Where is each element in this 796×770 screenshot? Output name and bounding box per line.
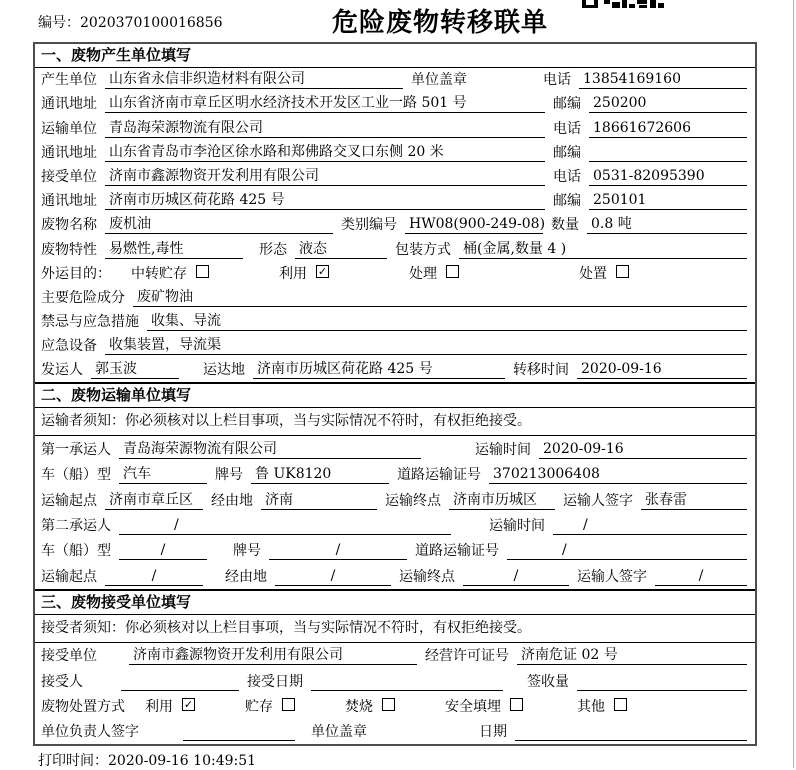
form-row: [35, 719, 755, 744]
field-label: 第一承运人: [41, 441, 111, 458]
checkbox-item: [409, 263, 459, 283]
checkbox-label: 中转贮存: [131, 265, 187, 282]
field-label: 发运人: [41, 362, 83, 379]
section-note: 运输者须知：你必须核对以上栏目事项，当与实际情况不符时，有权拒绝接受。: [35, 408, 755, 436]
field-label: 通讯地址: [41, 193, 97, 210]
field-value: [515, 740, 747, 741]
field-label: 车（船）型: [41, 543, 111, 560]
field-value: 废矿物油: [133, 288, 747, 307]
field-label: 道路运输证号: [415, 543, 499, 560]
checkbox-item: [279, 263, 329, 283]
field-label: 运达地: [203, 362, 245, 379]
field-label: 经由地: [225, 568, 267, 585]
field-label: 数量: [551, 217, 579, 234]
form-row: [35, 487, 755, 512]
field-label: 运输单位: [41, 120, 97, 137]
field-value: /: [655, 567, 747, 586]
section-generator-unit: [35, 44, 755, 382]
field-value: 废机油: [105, 215, 333, 234]
field-value: 桶(金属,数量 4 ): [459, 240, 747, 259]
section-title: 二、废物运输单位填写: [35, 384, 755, 408]
field-label: 接受单位: [41, 648, 97, 665]
form-table: [33, 42, 757, 746]
field-value: /: [553, 516, 747, 535]
checkbox-label: 安全填埋: [445, 698, 501, 715]
field-value: 郭玉波: [91, 360, 179, 379]
form-row: [35, 213, 755, 237]
field-label: 形态: [259, 241, 287, 258]
checkbox-label: 处理: [409, 265, 437, 282]
field-value: [121, 690, 239, 691]
field-label: 运输起点: [41, 492, 97, 509]
checkbox-label: 利用: [145, 698, 173, 715]
field-label: 电话: [543, 72, 571, 89]
checkbox-label: 处置: [579, 265, 607, 282]
form-row: [35, 563, 755, 588]
field-label: 产生单位: [41, 72, 97, 89]
field-label: 经营许可证号: [425, 648, 509, 665]
form-row: [35, 165, 755, 189]
form-row: [35, 262, 755, 286]
checkbox-unchecked-icon: [382, 698, 395, 711]
field-label: 经由地: [211, 492, 253, 509]
checkbox-unchecked-icon: [446, 265, 459, 278]
checkbox-label: 焚烧: [345, 698, 373, 715]
form-row: [35, 334, 755, 358]
field-value: 张春雷: [641, 491, 747, 510]
field-label: 类别编号: [341, 217, 397, 234]
field-label: 主要危险成分: [41, 289, 125, 306]
field-value: 13854169160: [579, 70, 747, 89]
field-value: 250101: [589, 191, 747, 210]
field-label: 牌号: [215, 467, 243, 484]
field-label: 通讯地址: [41, 96, 97, 113]
field-label: 车（船）型: [41, 467, 111, 484]
form-row: [35, 668, 755, 693]
form-row: [35, 513, 755, 538]
field-value: /: [119, 516, 451, 535]
field-label: 外运目的：: [41, 265, 111, 282]
field-value: 济南危证 02 号: [517, 646, 747, 665]
form-row: [35, 237, 755, 261]
section-title: 一、废物产生单位填写: [35, 44, 755, 68]
field-label: 单位盖章: [311, 724, 367, 741]
field-label: 运输终点: [399, 568, 455, 585]
form-row: [35, 286, 755, 310]
checkbox-unchecked-icon: [616, 265, 629, 278]
checkbox-checked-icon: ✓: [317, 265, 328, 279]
field-label: 运输时间: [489, 518, 545, 534]
form-row: [35, 436, 755, 461]
field-value: [577, 690, 747, 691]
field-value: 收集、导流: [147, 312, 747, 331]
checkbox-item: [131, 263, 209, 283]
checkbox-label: 利用: [279, 265, 307, 282]
field-value: 250200: [589, 94, 747, 113]
form-row: [35, 462, 755, 487]
field-value: 鲁 UK8120: [251, 465, 389, 484]
checkbox-unchecked-icon: [282, 698, 295, 711]
field-label: 转移时间: [513, 362, 569, 379]
field-value: 青岛海荣源物流有限公司: [105, 119, 545, 138]
field-value: 18661672606: [589, 119, 747, 138]
field-label: 运输人签字: [577, 568, 647, 585]
field-label: 单位负责人签字: [41, 724, 139, 741]
field-label: 运输人签字: [563, 492, 633, 509]
field-value: 济南市历城区荷花路 425 号: [105, 191, 545, 210]
section-transport-unit: [35, 382, 755, 588]
field-value: 济南市历城区荷花路 425 号: [253, 360, 505, 379]
checkbox-item: [145, 696, 195, 716]
field-label: 单位盖章: [411, 72, 467, 89]
field-value: 济南市鑫源物资开发利用有限公司: [129, 646, 417, 665]
field-value: /: [269, 541, 407, 560]
doc-number-label: 编号：: [38, 15, 80, 31]
field-label: 接受日期: [247, 673, 303, 690]
field-label: 电话: [553, 120, 581, 137]
page-title: 危险废物转移联单: [331, 7, 549, 37]
form-row: [35, 358, 755, 382]
field-label: 废物处置方式: [41, 698, 125, 715]
section-title: 三、废物接受单位填写: [35, 591, 755, 615]
field-label: 运输终点: [385, 492, 441, 509]
print-time-value: 2020-09-16 10:49:51: [108, 753, 257, 769]
form-row: [35, 116, 755, 140]
form-row: [35, 643, 755, 668]
field-label: 接受单位: [41, 168, 97, 185]
field-label: 应急设备: [41, 338, 97, 355]
field-value: /: [463, 567, 569, 586]
checkbox-unchecked-icon: [196, 265, 209, 278]
field-value: 济南市章丘区: [105, 491, 203, 510]
field-label: 运输时间: [475, 441, 531, 458]
form-row: [35, 310, 755, 334]
field-value: HW08(900-249-08): [405, 215, 543, 234]
field-label: 邮编: [553, 144, 581, 161]
field-value: 0531-82095390: [589, 167, 747, 186]
field-value: 0.8 吨: [587, 215, 747, 234]
field-value: 山东省青岛市李沧区徐水路和郑佛路交叉口东侧 20 米: [105, 143, 545, 162]
field-label: 牌号: [233, 543, 261, 560]
field-value: 2020-09-16: [577, 360, 747, 379]
field-value: /: [275, 567, 391, 586]
form-row: [35, 92, 755, 116]
field-label: 包装方式: [395, 241, 451, 258]
field-value: 山东省济南市章丘区明水经济技术开发区工业一路 501 号: [105, 94, 545, 113]
checkbox-unchecked-icon: [510, 698, 523, 711]
form-row: [35, 68, 755, 92]
field-label: 电话: [553, 168, 581, 185]
field-value: /: [119, 541, 207, 560]
field-value: 2020-09-16: [539, 440, 747, 459]
form-row: [35, 538, 755, 563]
print-time-label: 打印时间：: [38, 753, 108, 769]
field-label: 禁忌与应急措施: [41, 314, 139, 331]
section-receiver-unit: [35, 589, 755, 745]
field-value: 收集装置，导流渠: [105, 336, 747, 355]
checkbox-item: [445, 696, 523, 716]
field-label: 运输起点: [41, 568, 97, 585]
field-value: 济南: [261, 491, 377, 510]
field-value: [589, 161, 747, 162]
field-value: /: [507, 541, 747, 560]
section-note: 接受者须知：你必须核对以上栏目事项，当与实际情况不符时，有权拒绝接受。: [35, 615, 755, 643]
checkbox-item: [579, 263, 629, 283]
field-value: 青岛海荣源物流有限公司: [119, 440, 421, 459]
field-label: 废物名称: [41, 217, 97, 234]
checkbox-unchecked-icon: [614, 698, 627, 711]
field-value: 济南市历城区: [449, 491, 555, 510]
field-value: [183, 740, 295, 741]
doc-number-value: 2020370100016856: [80, 15, 223, 31]
field-value: 济南市鑫源物资开发利用有限公司: [105, 167, 545, 186]
field-value: 汽车: [119, 465, 207, 484]
checkbox-item: [345, 696, 395, 716]
field-value: [311, 690, 503, 691]
field-value: 易燃性,毒性: [105, 240, 243, 259]
field-value: /: [105, 567, 203, 586]
field-label: 道路运输证号: [397, 467, 481, 484]
qr-code-icon: [582, 0, 666, 9]
doc-number: [38, 12, 223, 32]
field-label: 日期: [479, 724, 507, 741]
field-label: 通讯地址: [41, 144, 97, 161]
field-label: 签收量: [527, 673, 569, 690]
form-row: [35, 141, 755, 165]
field-label: 邮编: [553, 96, 581, 113]
field-label: 邮编: [553, 193, 581, 210]
print-time: [38, 750, 256, 770]
field-label: 第二承运人: [41, 518, 111, 534]
checkbox-label: 贮存: [245, 698, 273, 715]
checkbox-item: [577, 696, 627, 716]
page-edge-divider: [793, 0, 794, 768]
field-value: 370213006408: [489, 465, 747, 484]
field-label: 接受人: [41, 673, 83, 690]
field-label: 废物特性: [41, 241, 97, 258]
checkbox-checked-icon: ✓: [183, 698, 194, 712]
form-row: [35, 694, 755, 719]
field-value: 液态: [295, 240, 387, 259]
checkbox-item: [245, 696, 295, 716]
checkbox-label: 其他: [577, 698, 605, 715]
form-row: [35, 189, 755, 213]
field-value: 山东省永信非织造材料有限公司: [105, 70, 403, 89]
